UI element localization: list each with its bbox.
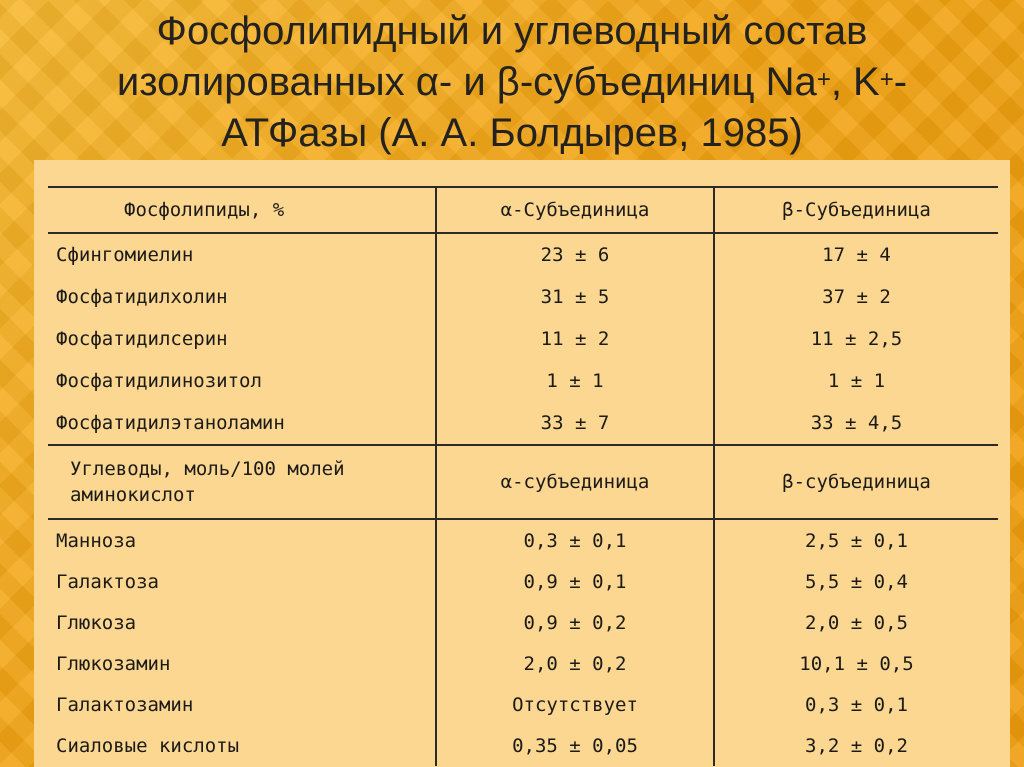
table-row xyxy=(48,276,998,318)
table-row xyxy=(48,360,998,402)
header-alpha: α-Субъединица xyxy=(436,187,714,233)
alpha-value: Отсутствует xyxy=(436,684,714,725)
alpha-value: 0,9 ± 0,1 xyxy=(436,561,714,602)
header-phospholipids: Фосфолипиды, % xyxy=(48,187,436,233)
table-row xyxy=(48,233,998,276)
row-label: Сиаловые кислоты xyxy=(56,734,240,757)
row-label: Фосфатидилэтаноламин xyxy=(56,412,285,434)
title-line-3: АТФазы (А. А. Болдырев, 1985) xyxy=(221,111,803,155)
alpha-value: 2,0 ± 0,2 xyxy=(436,643,714,684)
title-line-2-text: - xyxy=(893,60,908,104)
alpha-value: 0,35 ± 0,05 xyxy=(436,725,714,766)
row-label: Галактозамин xyxy=(56,693,194,716)
alpha-value: 0,9 ± 0,2 xyxy=(436,602,714,643)
table-row xyxy=(48,725,998,766)
table-row xyxy=(48,643,998,684)
alpha-value: 11 ± 2 xyxy=(436,318,714,360)
title-line-1: Фосфолипидный и углеводный состав xyxy=(156,9,868,53)
carbohydrate-rows xyxy=(48,519,998,766)
row-label: Глюкоза xyxy=(56,611,137,634)
beta-value: 11 ± 2,5 xyxy=(714,318,998,360)
phospholipid-header xyxy=(48,187,998,233)
slide-title xyxy=(0,6,1024,159)
row-label: Фосфатидилинозитол xyxy=(56,370,262,392)
row-label: Фосфатидилхолин xyxy=(56,286,228,308)
title-line-2 xyxy=(0,57,1024,108)
phospholipid-rows xyxy=(48,233,998,445)
row-label: Фосфатидилсерин xyxy=(56,328,228,350)
row-label: Галактоза xyxy=(56,570,159,593)
table-scan-image xyxy=(34,160,1010,767)
beta-value: 2,5 ± 0,1 xyxy=(714,519,998,561)
header-beta: β-Субъединица xyxy=(714,187,998,233)
composition-table xyxy=(48,186,998,766)
beta-value: 33 ± 4,5 xyxy=(714,402,998,445)
beta-value: 3,2 ± 0,2 xyxy=(714,725,998,766)
beta-value: 17 ± 4 xyxy=(714,233,998,276)
title-superscript: + xyxy=(879,66,894,93)
title-line-2-text: , K xyxy=(830,60,880,104)
alpha-value: 33 ± 7 xyxy=(436,402,714,445)
alpha-value: 23 ± 6 xyxy=(436,233,714,276)
table-row xyxy=(48,561,998,602)
header-carbohydrates: Углеводы, моль/100 молей аминокислот xyxy=(48,445,436,519)
header-alpha: α-субъединица xyxy=(436,445,714,519)
beta-value: 2,0 ± 0,5 xyxy=(714,602,998,643)
beta-value: 10,1 ± 0,5 xyxy=(714,643,998,684)
row-label: Глюкозамин xyxy=(56,652,171,675)
alpha-value: 0,3 ± 0,1 xyxy=(436,519,714,561)
beta-value: 1 ± 1 xyxy=(714,360,998,402)
row-label: Манноза xyxy=(56,529,137,552)
table-row xyxy=(48,684,998,725)
title-superscript: + xyxy=(816,66,831,93)
table-row xyxy=(48,519,998,561)
beta-value: 37 ± 2 xyxy=(714,276,998,318)
title-line-2-text: изолированных α- и β-субъединиц Na xyxy=(116,60,817,104)
alpha-value: 1 ± 1 xyxy=(436,360,714,402)
alpha-value: 31 ± 5 xyxy=(436,276,714,318)
table-row xyxy=(48,602,998,643)
beta-value: 0,3 ± 0,1 xyxy=(714,684,998,725)
table-row xyxy=(48,402,998,445)
beta-value: 5,5 ± 0,4 xyxy=(714,561,998,602)
table-row xyxy=(48,318,998,360)
row-label: Сфингомиелин xyxy=(56,244,194,266)
header-beta: β-субъединица xyxy=(714,445,998,519)
carbohydrate-header xyxy=(48,445,998,519)
